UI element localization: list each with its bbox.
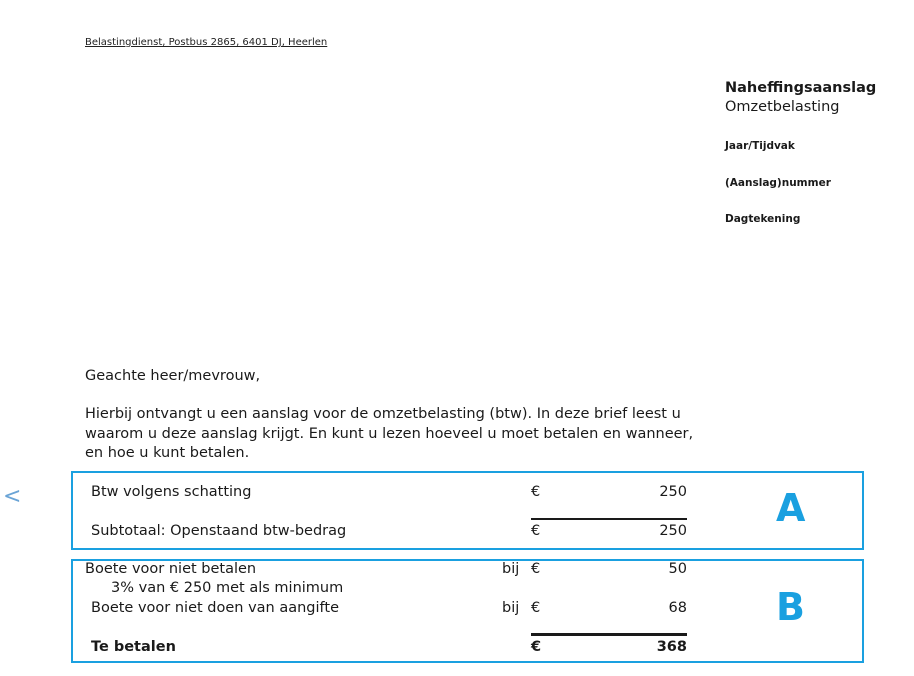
total-divider <box>531 633 687 636</box>
row-boete-betalen-note: 3% van € 250 met als minimum <box>111 580 344 596</box>
row-subtotaal-currency: € <box>531 523 541 539</box>
row-boete-aangifte-prefix: bij <box>502 600 520 616</box>
row-btw-schatting-label: Btw volgens schatting <box>91 484 252 500</box>
row-boete-betalen-currency: € <box>531 561 541 577</box>
row-boete-aangifte-label: Boete voor niet doen van aangifte <box>91 600 339 616</box>
row-total-amount: 368 <box>656 639 687 655</box>
row-btw-schatting-currency: € <box>531 484 541 500</box>
row-boete-betalen-label: Boete voor niet betalen <box>85 561 257 577</box>
document-title: Naheffingsaanslag <box>725 80 877 96</box>
row-boete-aangifte-amount: 68 <box>668 600 687 616</box>
row-subtotaal-label: Subtotaal: Openstaand btw-bedrag <box>91 523 347 539</box>
row-boete-betalen-prefix: bij <box>502 561 520 577</box>
meta-number-label: (Aanslag)nummer <box>725 177 831 189</box>
document-subtitle: Omzetbelasting <box>725 99 840 115</box>
row-boete-betalen-amount: 50 <box>668 561 687 577</box>
meta-period-label: Jaar/Tijdvak <box>725 140 795 152</box>
meta-date-label: Dagtekening <box>725 213 801 225</box>
section-b-label: B <box>776 585 805 629</box>
row-boete-aangifte-currency: € <box>531 600 541 616</box>
letter-intro: Hierbij ontvangt u een aanslag voor de omzetbelasting (btw). In deze brief leest u waarom u deze aanslag krijgt. En kunt u lezen hoeveel u moet betalen en wanneer, en hoe u kunt betalen. <box>85 406 694 461</box>
subtotal-divider <box>531 518 687 520</box>
section-a-label: A <box>776 486 806 530</box>
sender-address: Belastingdienst, Postbus 2865, 6401 DJ, Heerlen <box>85 37 328 48</box>
back-arrow-icon[interactable]: < <box>3 484 22 509</box>
row-btw-schatting-amount: 250 <box>659 484 687 500</box>
row-total-label: Te betalen <box>91 639 176 655</box>
letter-greeting: Geachte heer/mevrouw, <box>85 368 261 384</box>
row-total-currency: € <box>531 639 542 655</box>
row-subtotaal-amount: 250 <box>659 523 687 539</box>
